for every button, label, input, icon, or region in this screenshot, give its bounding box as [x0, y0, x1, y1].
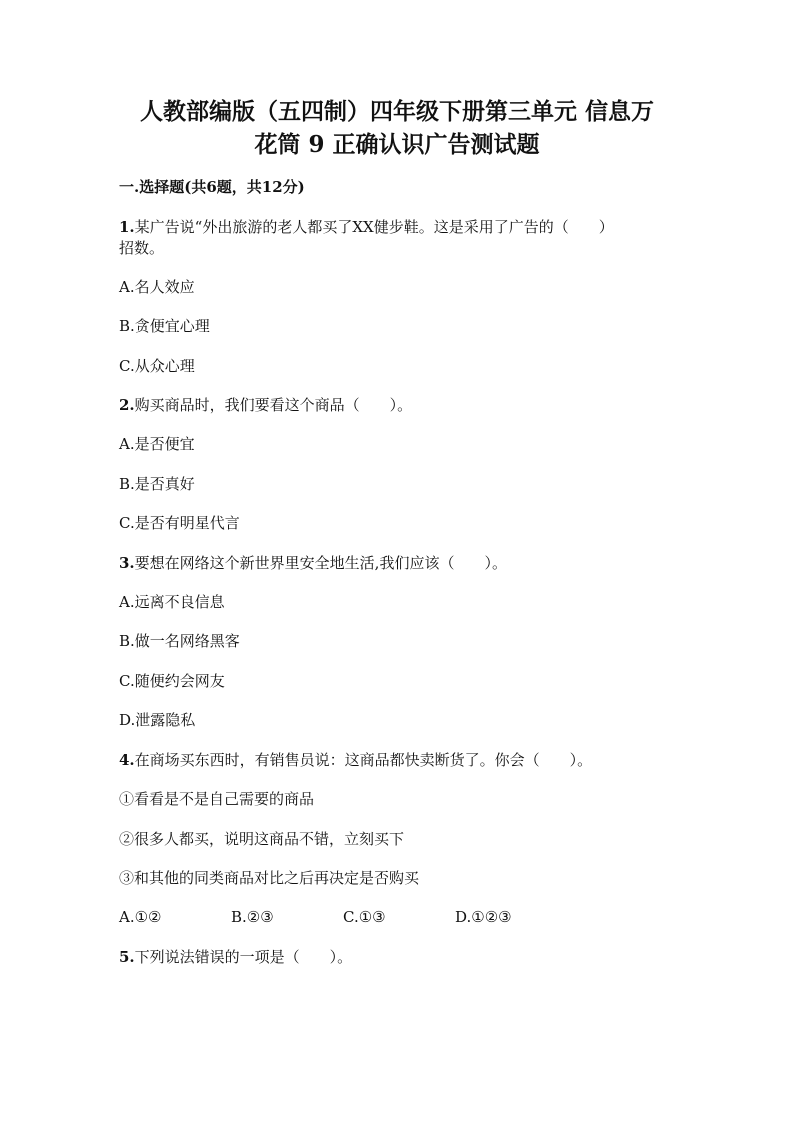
question-4-statement-3: ③和其他的同类商品对比之后再决定是否购买	[119, 869, 420, 887]
question-3-option-a: A.远离不良信息	[119, 593, 225, 611]
document-title-line-2: 花筒 9 正确认识广告测试题	[254, 131, 540, 158]
question-1-option-b: B.贪便宜心理	[119, 317, 210, 335]
question-2-option-b: B.是否真好	[119, 475, 195, 493]
question-number: 5.	[119, 948, 135, 966]
question-4-stem	[119, 750, 592, 770]
section-heading: 一.选择题(共6题，共12分)	[119, 178, 305, 196]
question-number: 4.	[119, 751, 135, 769]
document-title-line-1: 人教部编版（五四制）四年级下册第三单元 信息万	[139, 98, 654, 125]
question-number: 1.	[119, 218, 135, 236]
question-3-option-d: D.泄露隐私	[119, 711, 196, 729]
question-4-option-a: A.①②	[119, 908, 162, 926]
question-2-option-c: C.是否有明星代言	[119, 514, 240, 532]
question-1-stem	[119, 217, 614, 237]
question-text: 下列说法错误的一项是（ ）。	[134, 948, 353, 966]
question-4-option-b: B.②③	[231, 908, 274, 926]
question-4-statement-2: ②很多人都买，说明这商品不错，立刻买下	[119, 830, 405, 848]
question-text: 购买商品时，我们要看这个商品（ ）。	[134, 396, 413, 414]
question-1-option-c: C.从众心理	[119, 357, 195, 375]
question-number: 3.	[119, 554, 135, 572]
question-4-option-d: D.①②③	[455, 908, 512, 926]
question-4-option-c: C.①③	[343, 908, 386, 926]
question-2-stem	[119, 395, 412, 415]
question-text: 要想在网络这个新世界里安全地生活,我们应该（ ）。	[134, 554, 507, 572]
question-number: 2.	[119, 396, 135, 414]
question-4-statement-1: ①看看是不是自己需要的商品	[119, 790, 315, 808]
question-text: 某广告说“外出旅游的老人都买了XX健步鞋。这是采用了广告的（ ）	[134, 218, 614, 236]
question-1-stem-continued: 招数。	[119, 239, 165, 257]
question-3-stem	[119, 553, 507, 573]
question-2-option-a: A.是否便宜	[119, 435, 195, 453]
question-5-stem	[119, 947, 352, 967]
question-3-option-b: B.做一名网络黑客	[119, 632, 240, 650]
question-4-options-row	[119, 907, 512, 927]
question-1-option-a: A.名人效应	[119, 278, 195, 296]
question-3-option-c: C.随便约会网友	[119, 672, 225, 690]
question-text: 在商场买东西时，有销售员说：这商品都快卖断货了。你会（ ）。	[134, 751, 593, 769]
